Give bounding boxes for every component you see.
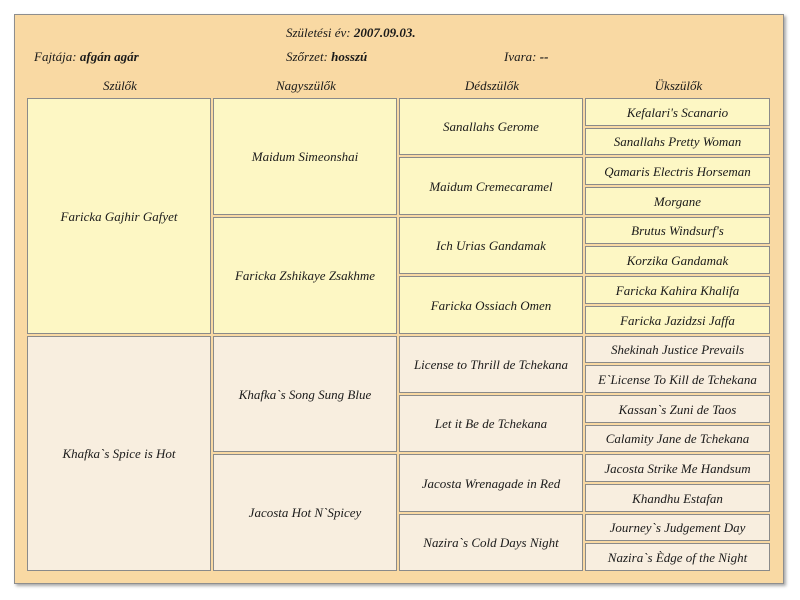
- great-grandparent-8: Nazira`s Cold Days Night: [399, 514, 583, 571]
- grandparent-1: Maidum Simeonshai: [213, 98, 397, 215]
- sex-label: Ivara:: [504, 49, 537, 64]
- great-grandparent-6: Let it Be de Tchekana: [399, 395, 583, 452]
- great-great-grandparent-14: Khandhu Estafan: [585, 484, 770, 512]
- great-great-grandparent-4: Morgane: [585, 187, 770, 215]
- great-great-grandparent-11: Kassan`s Zuni de Taos: [585, 395, 770, 423]
- birth-date-label: Születési év:: [286, 25, 351, 40]
- header-great-great-grandparents: Ükszülők: [654, 78, 703, 93]
- breed: [34, 49, 139, 65]
- sex-value: --: [539, 49, 549, 64]
- parent-2: Khafka`s Spice is Hot: [27, 336, 211, 571]
- great-great-grandparent-12: Calamity Jane de Tchekana: [585, 425, 770, 452]
- great-great-grandparent-9: Shekinah Justice Prevails: [585, 336, 770, 363]
- breed-value: afgán agár: [79, 49, 139, 64]
- great-grandparent-3: Ich Urias Gandamak: [399, 217, 583, 274]
- coat-label: Szőrzet:: [286, 49, 328, 64]
- great-great-grandparent-5: Brutus Windsurf's: [585, 217, 770, 244]
- parent-1: Faricka Gajhir Gafyet: [27, 98, 211, 334]
- coat: [286, 49, 367, 65]
- great-great-grandparent-2: Sanallahs Pretty Woman: [585, 128, 770, 155]
- header-great-grandparents: Dédszülők: [464, 78, 520, 93]
- great-grandparent-7: Jacosta Wrenagade in Red: [399, 454, 583, 512]
- great-grandparent-5: License to Thrill de Tchekana: [399, 336, 583, 393]
- breed-label: Fajtája:: [34, 49, 77, 64]
- great-great-grandparent-3: Qamaris Electris Horseman: [585, 157, 770, 185]
- header-grandparents: Nagyszülők: [276, 78, 336, 93]
- great-great-grandparent-7: Faricka Kahira Khalifa: [585, 276, 770, 304]
- great-great-grandparent-6: Korzika Gandamak: [585, 246, 770, 274]
- birth-date: [286, 25, 416, 41]
- great-great-grandparent-13: Jacosta Strike Me Handsum: [585, 454, 770, 482]
- great-great-grandparent-10: E`License To Kill de Tchekana: [585, 365, 770, 393]
- great-grandparent-1: Sanallahs Gerome: [399, 98, 583, 155]
- great-great-grandparent-16: Nazira`s Èdge of the Night: [585, 543, 770, 571]
- great-grandparent-4: Faricka Ossiach Omen: [399, 276, 583, 334]
- birth-date-value: 2007.09.03.: [353, 25, 416, 40]
- grandparent-2: Faricka Zshikaye Zsakhme: [213, 217, 397, 334]
- great-grandparent-2: Maidum Cremecaramel: [399, 157, 583, 215]
- great-great-grandparent-15: Journey`s Judgement Day: [585, 514, 770, 541]
- sex: [504, 49, 548, 65]
- coat-value: hosszú: [331, 49, 368, 64]
- grandparent-3: Khafka`s Song Sung Blue: [213, 336, 397, 452]
- great-great-grandparent-1: Kefalari's Scanario: [585, 98, 770, 126]
- grandparent-4: Jacosta Hot N`Spicey: [213, 454, 397, 571]
- header-parents: Szülők: [103, 78, 137, 93]
- great-great-grandparent-8: Faricka Jazidzsi Jaffa: [585, 306, 770, 334]
